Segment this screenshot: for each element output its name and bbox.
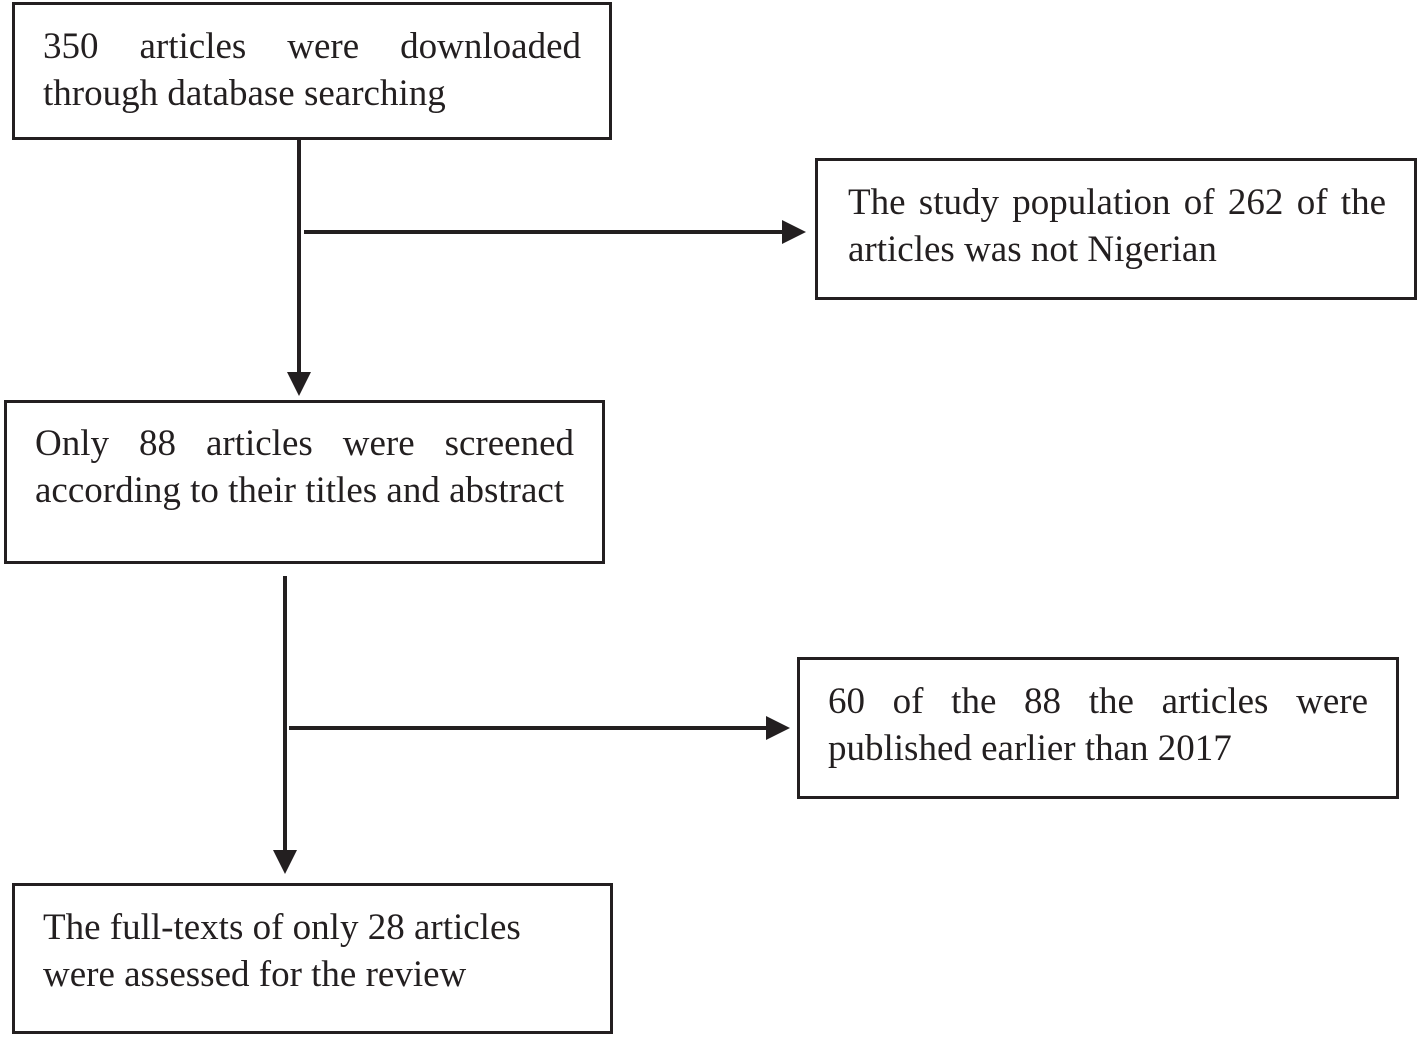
box-articles-downloaded-text: 350 articles were downloaded through database searching [43,26,581,114]
box-articles-screened [4,400,605,564]
arrowhead-exclusion2 [766,716,790,740]
arrowhead-step3 [273,850,297,874]
box-exclusion-before-2017 [797,657,1399,799]
arrowhead-exclusion1 [782,220,806,244]
box-full-texts-assessed-text: The full-texts of only 28 articles were assessed for the review [43,907,521,995]
box-exclusion-not-nigerian [815,158,1417,300]
box-exclusion-before-2017-text: 60 of the 88 the articles were published earlier than 2017 [828,681,1368,769]
box-articles-screened-text: Only 88 articles were screened according to their titles and abstract [35,423,574,511]
arrowhead-step2 [287,372,311,396]
box-exclusion-not-nigerian-text: The study population of 262 of the articles was not Nigerian [848,182,1386,270]
box-articles-downloaded [12,2,612,140]
box-full-texts-assessed [12,883,613,1034]
